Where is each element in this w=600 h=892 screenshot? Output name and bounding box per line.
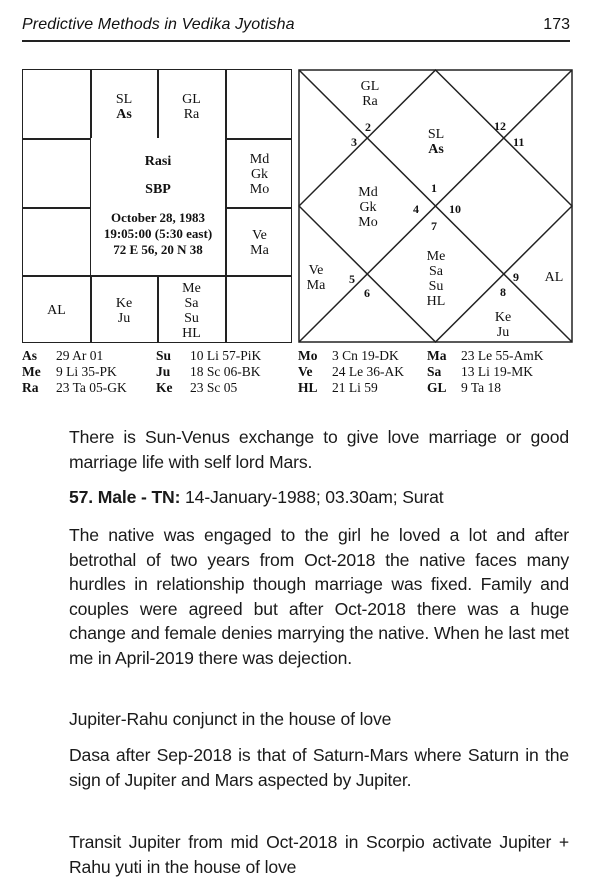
birth-time: 19:05:00 (5:30 east) (103, 226, 213, 241)
house-number-5: 5 (349, 272, 355, 286)
page-number: 173 (543, 16, 570, 33)
house-number-3: 3 (351, 135, 357, 149)
positions-row: Me 9 Li 35-PK Ju 18 Sc 06-BK Ve 24 Le 36-AK Sa 13 Li 19-MK (22, 364, 533, 379)
birth-date: October 28, 1983 (111, 210, 205, 225)
rasi-cell-15: Me Sa Su HL (182, 281, 201, 341)
book-title: Predictive Methods in Vedika Jyotisha (22, 16, 295, 33)
house-number-11: 11 (513, 135, 525, 149)
paragraph-transit: Transit Jupiter from mid Oct-2018 in Scorpio activate Jupiter + Rahu yuti in the house of love (69, 832, 569, 877)
north-house1-planets: SL As (427, 127, 445, 157)
house-number-9: 9 (513, 270, 519, 284)
rasi-cell-3: GL Ra (182, 92, 201, 122)
house-number-7: 7 (431, 219, 437, 233)
positions-row: As 29 Ar 01 Su 10 Li 57-PiK Mo 3 Cn 19-DK Ma 23 Le 55-AmK (22, 348, 544, 363)
page-header (22, 10, 570, 42)
paragraph-conjunction: Jupiter-Rahu conjunct in the house of love (69, 709, 392, 729)
house-number-2: 2 (365, 120, 371, 134)
north-house8-planets: Ke Ju (494, 310, 512, 340)
rasi-chart (22, 69, 292, 343)
rasi-title: Rasi (144, 154, 172, 169)
rasi-cell-14: Ke Ju (115, 296, 133, 326)
rasi-center-info (91, 138, 225, 275)
birth-coords: 72 E 56, 20 N 38 (113, 242, 203, 257)
rasi-subtitle: SBP (145, 182, 171, 197)
case-heading (69, 485, 569, 510)
rasi-cell-2: SL As (115, 92, 133, 122)
case-title: 57. Male - TN: (69, 487, 181, 507)
house-number-8: 8 (500, 285, 506, 299)
case-details: 14-January-1988; 03.30am; Surat (180, 487, 444, 507)
house-number-4: 4 (413, 202, 419, 216)
planet-positions (22, 348, 582, 396)
north-house9-planets: AL (544, 270, 564, 285)
paragraph-exchange: There is Sun-Venus exchange to give love marriage or good marriage life with self lord Mars. (69, 427, 569, 472)
rasi-cell-8: Md Gk Mo (249, 152, 270, 197)
rasi-cell-13: AL (47, 303, 66, 318)
house-number-12: 12 (494, 119, 506, 133)
north-indian-chart (298, 69, 573, 343)
paragraph-case-story: The native was engaged to the girl he loved a lot and after betrothal of two years from Oct-2018 the native faces many hurdles in relationship though marriage was fixed. Family and couples were agreed but after Oct-2018 there was a huge change and female denies marrying the native. When he last met me in April-2019 there was dejection. (69, 525, 569, 668)
house-number-10: 10 (449, 202, 461, 216)
paragraph-dasa: Dasa after Sep-2018 is that of Saturn-Mars where Saturn in the sign of Jupiter and Mars aspected by Jupiter. (69, 745, 569, 790)
north-top-planets: GL Ra (360, 79, 380, 109)
north-house7-planets: Me Sa Su HL (426, 249, 446, 309)
north-house4-planets: Md Gk Mo (358, 185, 378, 230)
rasi-cell-12: Ve Ma (250, 228, 269, 258)
house-number-1: 1 (431, 181, 437, 195)
house-number-6: 6 (364, 286, 370, 300)
north-house5-planets: Ve Ma (306, 263, 326, 293)
positions-row: Ra 23 Ta 05-GK Ke 23 Sc 05 HL 21 Li 59 GL 9 Ta 18 (22, 380, 502, 395)
